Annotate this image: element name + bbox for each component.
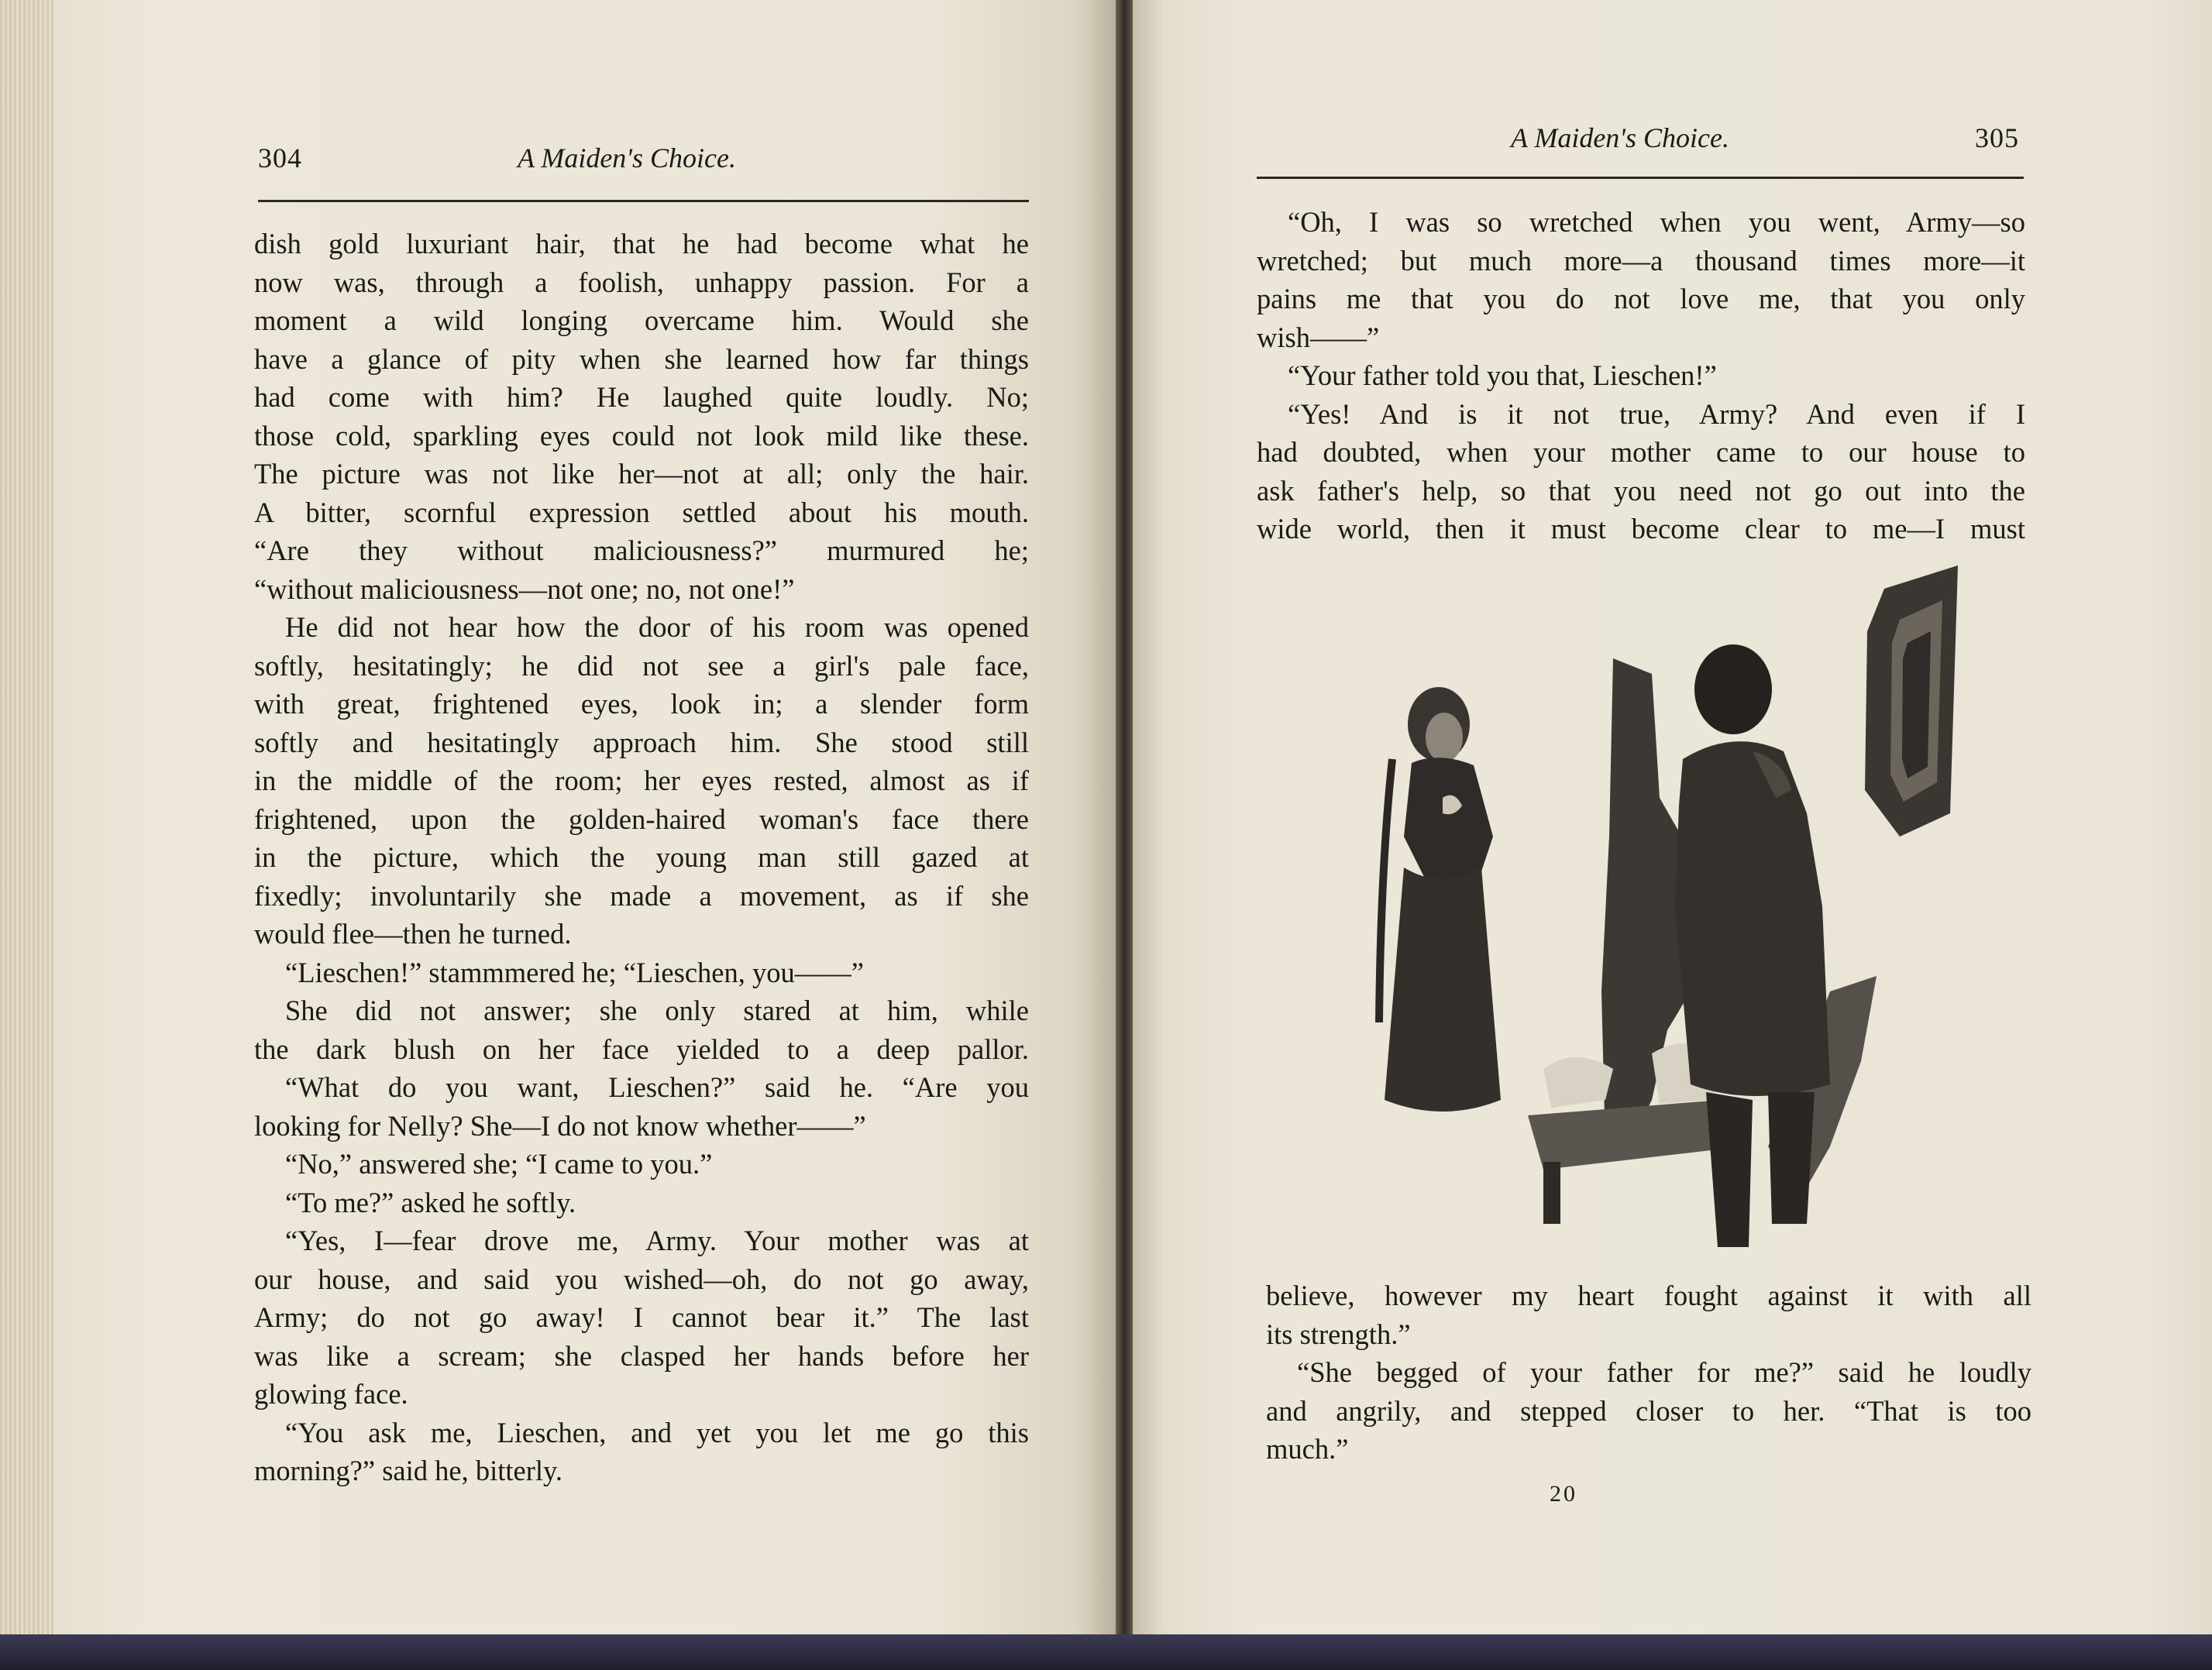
text-line: “Are they without maliciousness?” murmured he; [254,534,1029,566]
text-line: “Your father told you that, Lieschen!” [1288,359,1717,391]
text-line: A bitter, scornful expression settled about his mouth. [254,496,1029,528]
text-line: in the middle of the room; her eyes rested, almost as if [254,765,1029,796]
text-line: The picture was not like her—not at all; only the hair. [254,458,1029,490]
text-line: in the picture, which the young man still gazed at [254,841,1029,873]
text-line: “Yes! And is it not true, Army? And even if I [1288,397,2025,430]
right-page [1133,0,2212,1670]
text-line: softly and hesitatingly approach him. She stood still [254,726,1029,758]
book-cover-edge [0,1634,2212,1670]
right-page-number: 305 [1975,122,2019,153]
text-line: pains me that you do not love me, that you only [1257,283,2025,314]
text-line: now was, through a foolish, unhappy passion. For a [254,266,1029,298]
text-line: had come with him? He laughed quite loudly. No; [254,381,1029,413]
text-line: wide world, then it must become clear to me—I must [1257,513,2025,545]
text-line: “Yes, I—fear drove me, Army. Your mother was at [285,1225,1029,1256]
text-line: moment a wild longing overcame him. Would she [254,304,1029,336]
text-line: softly, hesitatingly; he did not see a girl's pale face, [254,649,1029,682]
text-line: Army; do not go away! I cannot bear it.” The last [254,1301,1029,1333]
text-line: She did not answer; she only stared at him, while [285,995,1029,1026]
book-gutter [1116,0,1133,1670]
right-running-title: A Maiden's Choice. [1511,122,1729,153]
right-body-text-top [1257,203,2025,548]
text-line: He did not hear how the door of his room was opened [285,611,1029,643]
text-line: our house, and said you wished—oh, do not go away, [254,1263,1029,1295]
text-line: much.” [1266,1433,1349,1465]
text-line: those cold, sparkling eyes could not look mild like these. [254,419,1029,452]
text-line: wretched; but much more—a thousand times more—it [1257,244,2025,277]
text-line: dish gold luxuriant hair, that he had become what he [254,228,1029,259]
text-line: glowing face. [254,1378,408,1410]
left-header-rule [258,200,1029,202]
text-line: “No,” answered she; “I came to you.” [285,1148,713,1180]
left-body-text [254,225,1029,1490]
text-line: was like a scream; she clasped her hands before her [254,1339,1029,1372]
text-line: morning?” said he, bitterly. [254,1455,563,1486]
text-line: “To me?” asked he softly. [285,1186,576,1218]
picture-frame [1865,565,1958,837]
text-line: “without maliciousness—not one; no, not one!” [254,572,795,605]
page-edges [0,0,54,1670]
left-running-title: A Maiden's Choice. [518,143,736,174]
text-line: have a glance of pity when she learned how far things [254,342,1029,375]
signature-mark: 20 [1550,1481,1577,1507]
text-line: and angrily, and stepped closer to her. “That is too [1266,1394,2031,1427]
right-header-rule [1257,177,2024,179]
text-line: “What do you want, Lieschen?” said he. “Are you [285,1071,1029,1103]
text-line: with great, frightened eyes, look in; a slender form [254,688,1029,720]
text-line: had doubted, when your mother came to our house to [1257,436,2025,468]
left-page-number: 304 [258,143,302,174]
text-line: “You ask me, Lieschen, and yet you let me go this [285,1416,1029,1448]
text-line: frightened, upon the golden-haired woman's face there [254,802,1029,835]
text-line: ask father's help, so that you need not go out into the [1257,474,2025,507]
engraving-illustration [1288,558,2016,1278]
text-line: fixedly; involuntarily she made a movement, as if she [254,879,1029,912]
text-line: believe, however my heart fought against it with all [1266,1280,2031,1311]
text-line: “She begged of your father for me?” said he loudly [1297,1356,2031,1388]
text-line: wish——” [1257,321,1380,353]
right-body-text-bottom [1266,1277,2031,1469]
man-figure [1675,644,1830,1247]
text-line: the dark blush on her face yielded to a deep pallor. [254,1033,1029,1065]
text-line: its strength.” [1266,1318,1411,1350]
text-line: would flee—then he turned. [254,918,572,950]
woman-figure [1379,687,1501,1112]
text-line: looking for Nelly? She—I do not know whether——” [254,1109,866,1142]
text-line: “Oh, I was so wretched when you went, Army—so [1288,206,2025,238]
text-line: “Lieschen!” stammmered he; “Lieschen, you——” [285,956,864,988]
